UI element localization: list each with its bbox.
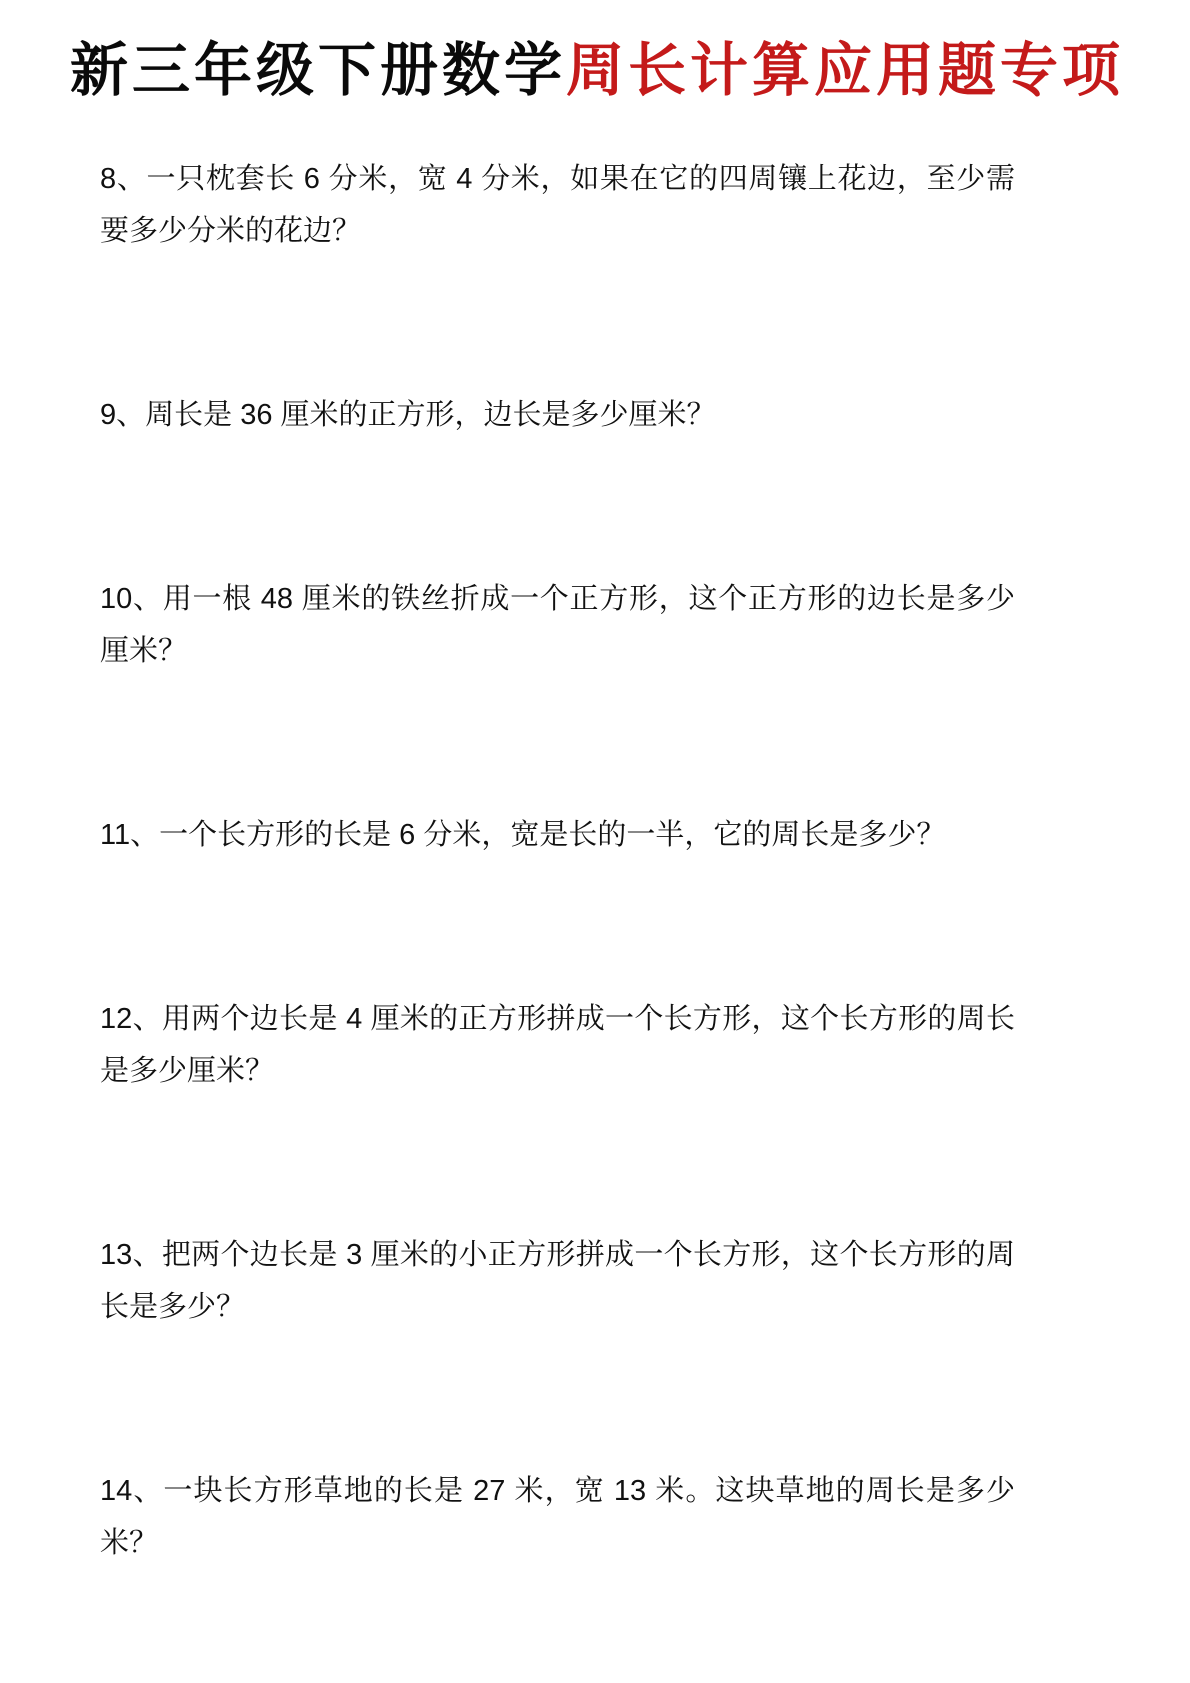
problem-text: 一个长方形的长是 6 分米，宽是长的一半，它的周长是多少？	[159, 818, 946, 851]
problem-text: 周长是 36 厘米的正方形，边长是多少厘米？	[145, 398, 716, 431]
problem-item	[100, 809, 1015, 861]
problem-text: 一只枕套长 6 分米，宽 4 分米，如果在它的四周镶上花边，至少需要多少分米的花边？	[100, 162, 1015, 247]
problem-text: 一块长方形草地的长是 27 米，宽 13 米。这块草地的周长是多少米？	[100, 1474, 1015, 1559]
problem-text: 用两个边长是 4 厘米的正方形拼成一个长方形，这个长方形的周长是多少厘米？	[100, 1002, 1015, 1087]
problem-text: 用一根 48 厘米的铁丝折成一个正方形，这个正方形的边长是多少厘米？	[100, 582, 1015, 667]
problem-item	[100, 1229, 1015, 1333]
problem-list	[100, 153, 1015, 1569]
problem-number: 12、	[100, 1002, 162, 1035]
problem-number: 10、	[100, 582, 163, 615]
problem-item	[100, 389, 1015, 441]
problem-item	[100, 1465, 1015, 1569]
title-red-part: 周长计算应用题专项	[566, 38, 1125, 103]
problem-item	[100, 993, 1015, 1097]
problem-number: 13、	[100, 1238, 162, 1271]
title-black-part: 新三年级下册数学	[70, 38, 567, 103]
problem-number: 8、	[100, 162, 147, 195]
problem-number: 14、	[100, 1474, 164, 1507]
page-title	[70, 38, 1155, 105]
problem-number: 9、	[100, 398, 146, 431]
problem-number: 11、	[100, 818, 160, 851]
problem-item	[100, 573, 1015, 677]
problem-item	[100, 153, 1015, 257]
problem-text: 把两个边长是 3 厘米的小正方形拼成一个长方形，这个长方形的周长是多少？	[100, 1238, 1015, 1323]
